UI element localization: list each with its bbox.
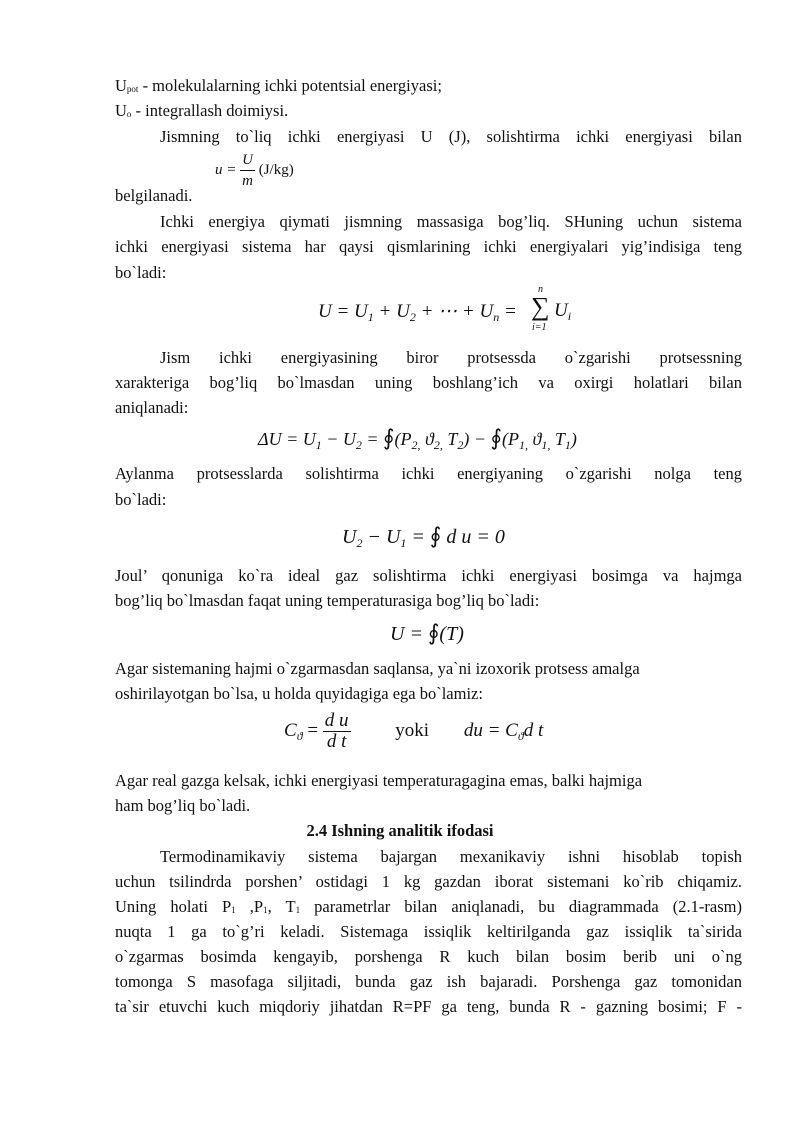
formula-part: ΔU = U bbox=[258, 429, 316, 449]
paragraph-line: nuqta 1 ga to`g’ri keladi. Sistemaga issiqlik keltirilganda gaz issiqlik ta`sirida bbox=[115, 922, 742, 941]
formula-part: (P bbox=[394, 429, 412, 449]
paragraph-line: bo`ladi: bbox=[115, 263, 167, 282]
fraction-numerator: U bbox=[240, 150, 255, 171]
formula-part: d t bbox=[523, 719, 544, 741]
subscript-o: o bbox=[126, 109, 132, 119]
subscript: n bbox=[493, 310, 500, 324]
subscript: ϑ bbox=[517, 728, 524, 743]
text-part: , T bbox=[267, 897, 296, 916]
formula-heat-capacity bbox=[284, 711, 543, 752]
subscript: 1 bbox=[315, 438, 322, 452]
contour-integral-icon: ∮ bbox=[427, 620, 440, 645]
subscript: 1 bbox=[295, 905, 301, 915]
formula-cycle bbox=[342, 523, 505, 551]
contour-integral-icon: ∮ bbox=[429, 523, 442, 548]
paragraph-line: aniqlanadi: bbox=[115, 398, 189, 417]
paragraph-line: ichki energiyasi sistema har qaysi qismlarining ichki energiyalari yig’indisiga teng bbox=[115, 237, 742, 256]
text-part: parametrlar bilan aniqlanadi, bu diagrammada (2.1-rasm) bbox=[300, 897, 742, 916]
formula-part: ) − bbox=[463, 429, 491, 449]
contour-integral-icon: ∮ bbox=[490, 425, 502, 450]
subscript: 2 bbox=[355, 438, 362, 452]
formula-part: ϑ bbox=[420, 429, 434, 449]
formula-part: = bbox=[302, 719, 323, 741]
paragraph-line: Agar sistemaning hajmi o`zgarmasdan saqlansa, ya`ni izoxorik protsess amalga bbox=[115, 659, 640, 678]
formula-fraction bbox=[240, 150, 255, 191]
subscript: 2 bbox=[356, 536, 363, 550]
formula-fraction bbox=[323, 711, 351, 752]
paragraph-line: bo`ladi: bbox=[115, 490, 167, 509]
formula-part: (P bbox=[501, 429, 519, 449]
formula-unit: (J/kg) bbox=[258, 161, 294, 178]
paragraph-line: tomonga S masofaga siljitadi, bunda gaz ish bajaradi. Porshenga gaz tomonidan bbox=[115, 972, 742, 991]
text-part: ,P bbox=[235, 897, 264, 916]
definition-text: - integrallash doimiysi. bbox=[131, 101, 289, 120]
formula-part: + ⋯ + U bbox=[415, 301, 494, 322]
paragraph-line: Jism ichki energiyasining biror protsessda o`zgarishi protsessning bbox=[160, 348, 742, 367]
contour-integral-icon: ∮ bbox=[383, 425, 395, 450]
subscript: 2 bbox=[409, 310, 416, 324]
subscript: 1 bbox=[400, 536, 407, 550]
formula-part: = bbox=[406, 526, 430, 548]
paragraph-line: Aylanma protsesslarda solishtirma ichki energiyaning o`zgarishi nolga teng bbox=[115, 464, 742, 483]
subscript: 1 bbox=[231, 905, 236, 915]
subscript: 2 bbox=[457, 438, 464, 452]
paragraph-line bbox=[115, 897, 742, 920]
formula-part: (T) bbox=[439, 623, 464, 645]
definition-uo bbox=[115, 101, 742, 124]
formula-part: U = U bbox=[318, 301, 368, 322]
formula-part: − U bbox=[362, 526, 401, 548]
subscript: i bbox=[567, 309, 572, 323]
formula-lhs: u = bbox=[215, 161, 237, 178]
paragraph-line: Termodinamikaviy sistema bajargan mexanikaviy ishni hisoblab topish bbox=[160, 847, 742, 866]
sum-upper-limit: n bbox=[538, 284, 543, 295]
subscript: 1 bbox=[367, 310, 374, 324]
sum-symbol: ∑ bbox=[531, 292, 550, 321]
paragraph-line: Agar real gazga kelsak, ichki energiyasi temperaturagagina emas, balki hajmiga bbox=[115, 771, 643, 790]
section-heading: 2.4 Ishning analitik ifodasi bbox=[306, 821, 494, 840]
subscript-pot: pot bbox=[126, 84, 139, 94]
paragraph-line: oshirilayotgan bo`lsa, u holda quyidagiga ega bo`lamiz: bbox=[115, 684, 483, 703]
paragraph-line: Ichki energiya qiymati jismning massasiga bog’liq. SHuning uchun sistema bbox=[160, 212, 742, 231]
subscript: 1, bbox=[541, 438, 551, 452]
formula-part: ) bbox=[570, 429, 577, 449]
subscript: 1 bbox=[564, 438, 571, 452]
text-part: Uning holati P bbox=[115, 897, 232, 916]
sum-lower-limit: i=1 bbox=[532, 322, 547, 333]
paragraph-line: belgilanadi. bbox=[115, 186, 193, 205]
formula-part: U bbox=[342, 526, 357, 548]
formula-part: T bbox=[442, 429, 458, 449]
formula-part: = bbox=[499, 301, 517, 322]
fraction-denominator: m bbox=[242, 173, 253, 189]
paragraph-line: ham bog’liq bo`ladi. bbox=[115, 796, 251, 815]
subscript: ϑ bbox=[296, 728, 303, 743]
symbol-u: U bbox=[115, 76, 127, 95]
formula-part: = bbox=[361, 429, 384, 449]
subscript: 2, bbox=[411, 438, 421, 452]
paragraph-line: Jismning to`liq ichki energiyasi U (J), solishtirma ichki energiyasi bilan bbox=[160, 127, 742, 146]
symbol-u: U bbox=[115, 101, 127, 120]
formula-part: C bbox=[284, 719, 297, 741]
formula-delta-u bbox=[258, 425, 577, 453]
formula-part: + U bbox=[373, 301, 410, 322]
formula-connector: yoki bbox=[395, 719, 430, 741]
paragraph-line: Joul’ qonuniga ko`ra ideal gaz solishtirma ichki energiyasi bosimga va hajmga bbox=[115, 566, 742, 585]
formula-part: − U bbox=[321, 429, 356, 449]
paragraph-line: uchun tsilindrda porshen’ ostidagi 1 kg gazdan iborat sistemani ko`rib chiqamiz. bbox=[115, 872, 742, 891]
paragraph-line: bog’liq bo`lmasdan faqat uning temperaturasiga bog’liq bo`ladi: bbox=[115, 591, 540, 610]
subscript: 2, bbox=[433, 438, 443, 452]
formula-part: U = bbox=[390, 623, 428, 645]
formula-specific-energy bbox=[215, 150, 294, 191]
fraction-numerator: d u bbox=[324, 710, 349, 731]
definition-upot bbox=[115, 76, 742, 99]
paragraph-line: o`zgarmas bosimda kengayib, porshenga R kuch bilan bosim berib uni o`ng bbox=[115, 947, 742, 966]
formula-part: U bbox=[554, 300, 568, 321]
formula-part: du = C bbox=[463, 719, 518, 741]
subscript: 1, bbox=[518, 438, 528, 452]
formula-part: ϑ bbox=[527, 429, 542, 449]
paragraph-line: ta`sir etuvchi kuch miqdoriy jihatdan R=PF ga teng, bunda R - gazning bosimi; F - bbox=[115, 997, 742, 1016]
fraction-denominator: d t bbox=[326, 731, 347, 752]
formula-joule bbox=[390, 620, 464, 646]
formula-part: d u = 0 bbox=[441, 526, 505, 548]
formula-part: T bbox=[550, 429, 565, 449]
paragraph-line: xarakteriga bog’liq bo`lmasdan uning boshlang’ich va oxirgi holatlari bilan bbox=[115, 373, 742, 392]
definition-text: - molekulalarning ichki potentsial energiyasi; bbox=[138, 76, 442, 95]
subscript: 1 bbox=[263, 905, 268, 915]
